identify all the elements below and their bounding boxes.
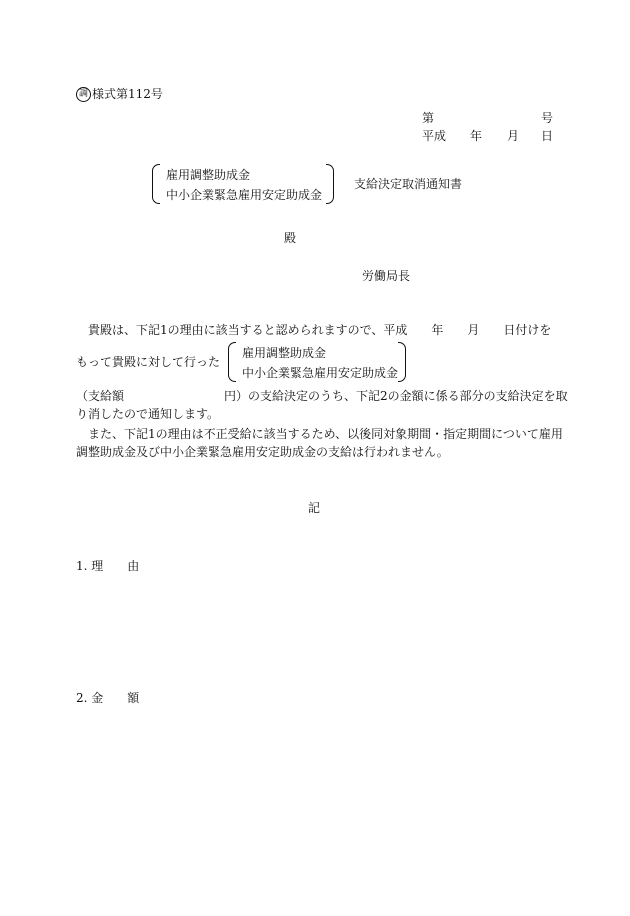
doc-number-dai: 第 — [422, 111, 435, 125]
form-mark-circle: 調 — [76, 87, 91, 102]
bracket-right — [326, 164, 334, 204]
document-title-suffix: 支給決定取消通知書 — [354, 177, 463, 191]
form-number — [76, 86, 163, 102]
body-p1-line4: り消したので通知します。 — [76, 407, 220, 421]
section-amount-label: 2. 金 額 — [76, 691, 140, 705]
ki-heading: 記 — [308, 501, 321, 515]
body-p1-line2-prefix: もって貴殿に対して行った — [76, 355, 221, 369]
sender: 労働局長 — [362, 269, 411, 283]
section-reason-label: 1. 理 由 — [76, 559, 140, 573]
addressee-suffix: 殿 — [284, 231, 297, 245]
date-month: 月 — [507, 129, 520, 143]
date-year: 年 — [470, 129, 483, 143]
body-option-2: 中小企業緊急雇用安定助成金 — [242, 366, 399, 380]
date-day: 日 — [541, 129, 554, 143]
title-option-1: 雇用調整助成金 — [166, 168, 251, 182]
body-bracket — [228, 342, 406, 382]
body-p1-line1: 貴殿は、下記1の理由に該当すると認められますので、平成 年 月 日付けを — [88, 323, 552, 337]
body-bracket-right — [398, 342, 406, 382]
form-number-text: 様式第112号 — [92, 87, 163, 101]
body-p2-line1: また、下記1の理由は不正受給に該当するため、以後同対象期間・指定期間について雇用 — [88, 427, 563, 441]
body-p1-line3-left: （支給額 — [76, 389, 125, 403]
date-era: 平成 — [422, 129, 447, 143]
bracket-left — [152, 164, 160, 204]
title-option-2: 中小企業緊急雇用安定助成金 — [166, 188, 323, 202]
body-bracket-left — [228, 342, 236, 382]
doc-number-go: 号 — [541, 111, 554, 125]
body-p1-line3-right: 円）の支給決定のうち、下記2の金額に係る部分の支給決定を取 — [224, 389, 568, 403]
body-p2-line2: 調整助成金及び中小企業緊急雇用安定助成金の支給は行われません。 — [76, 445, 449, 459]
title-bracket — [152, 164, 334, 204]
body-option-1: 雇用調整助成金 — [242, 346, 327, 360]
